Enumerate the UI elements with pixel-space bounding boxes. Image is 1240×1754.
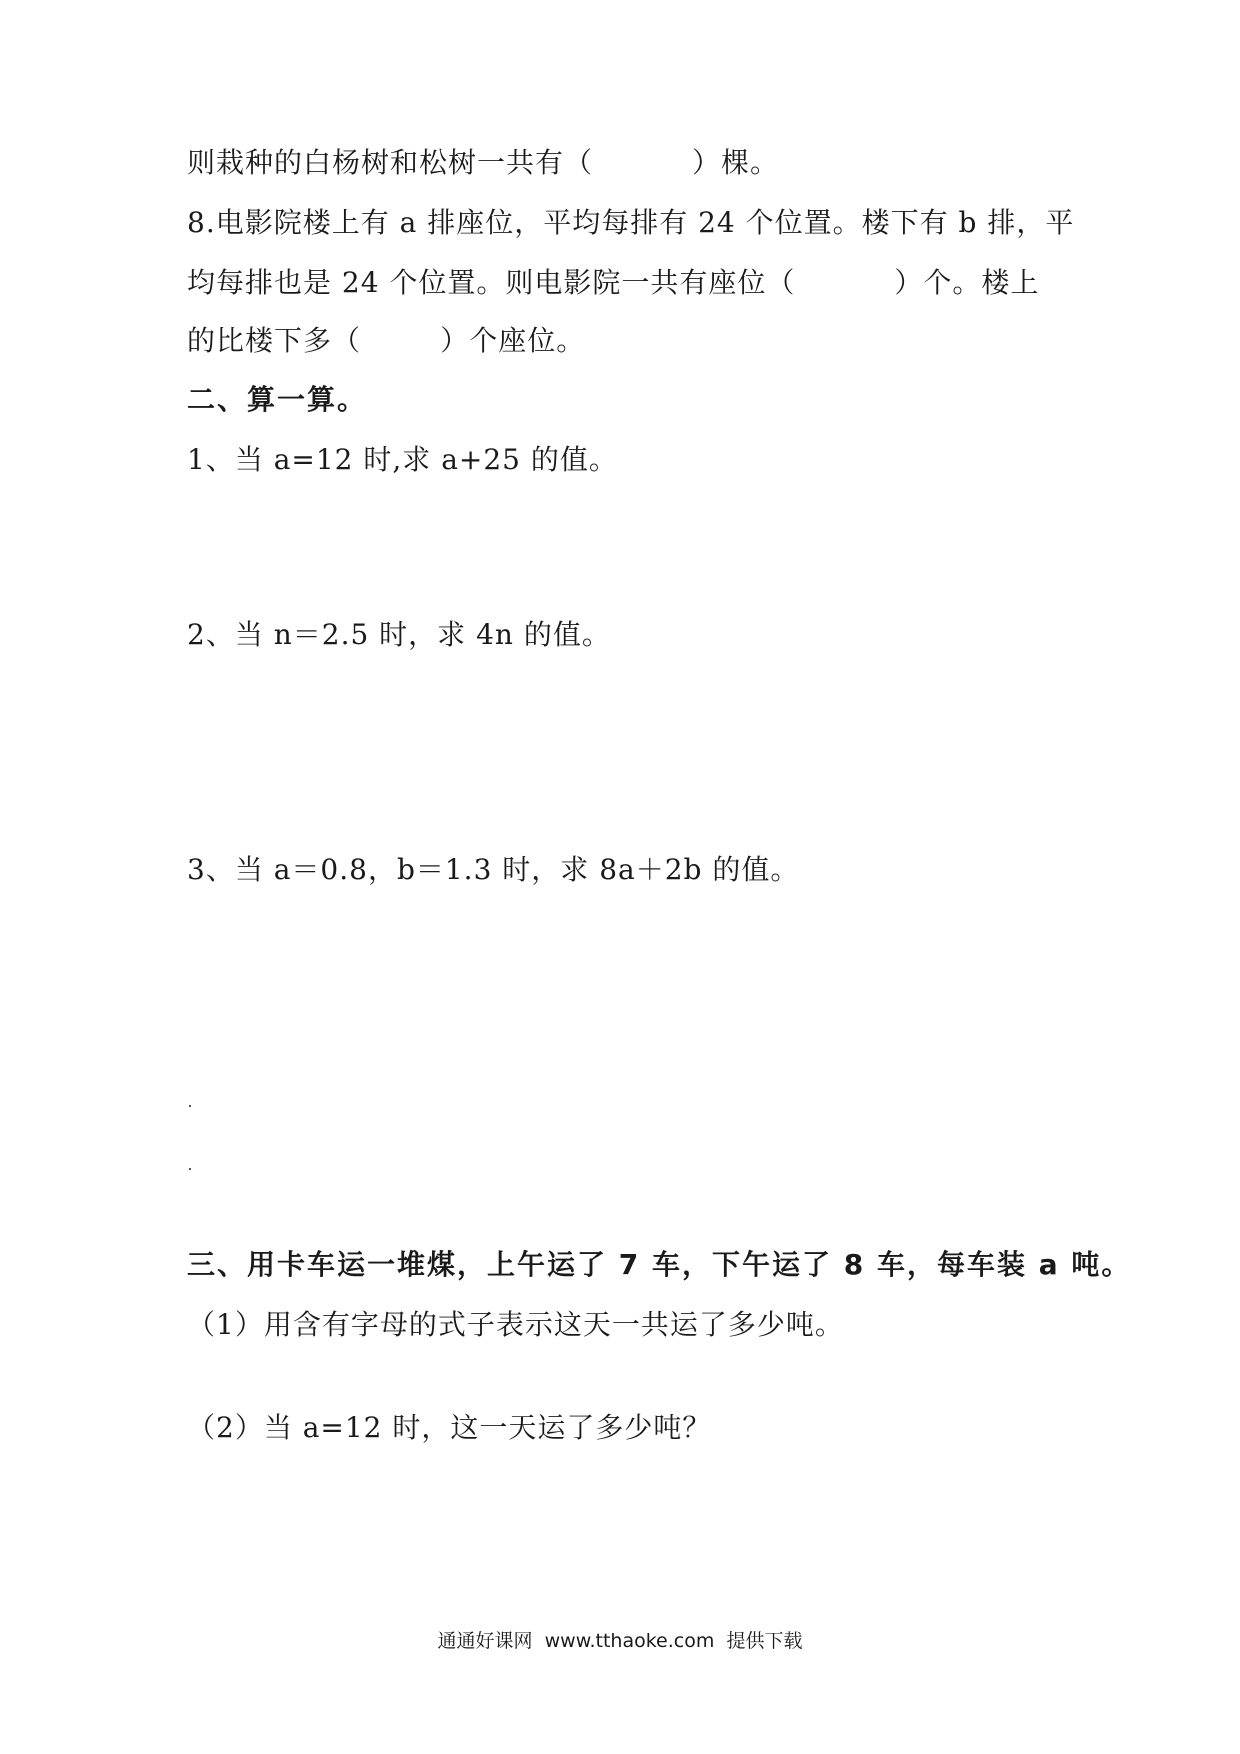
- question-7-continuation: 则栽种的白杨树和松树一共有（ ）棵。: [187, 146, 780, 179]
- calc-question-3: 3、当 a＝0.8，b＝1.3 时，求 8a＋2b 的值。: [187, 853, 800, 886]
- section-2-heading: 二、算一算。: [187, 383, 368, 416]
- calc-question-2: 2、当 n＝2.5 时，求 4n 的值。: [187, 618, 611, 651]
- calc-question-1: 1、当 a=12 时,求 a+25 的值。: [187, 443, 618, 476]
- footer-source: 通通好课网 www.tthaoke.com 提供下载: [437, 1630, 803, 1652]
- scan-speck: [189, 1168, 191, 1170]
- section-3-heading: 三、用卡车运一堆煤，上午运了 7 车，下午运了 8 车，每车装 a 吨。: [187, 1248, 1132, 1281]
- section-3-subquestion-2: （2）当 a=12 时，这一天运了多少吨？: [187, 1411, 712, 1444]
- question-8-line-3: 的比楼下多（ ）个座位。: [187, 324, 586, 357]
- question-8-line-2: 均每排也是 24 个位置。则电影院一共有座位（ ）个。楼上: [187, 266, 1040, 299]
- question-8-line-1: 8.电影院楼上有 a 排座位，平均每排有 24 个位置。楼下有 b 排，平: [187, 206, 1075, 239]
- section-3-subquestion-1: （1）用含有字母的式子表示这天一共运了多少吨。: [187, 1308, 844, 1341]
- scan-speck: [189, 1105, 191, 1107]
